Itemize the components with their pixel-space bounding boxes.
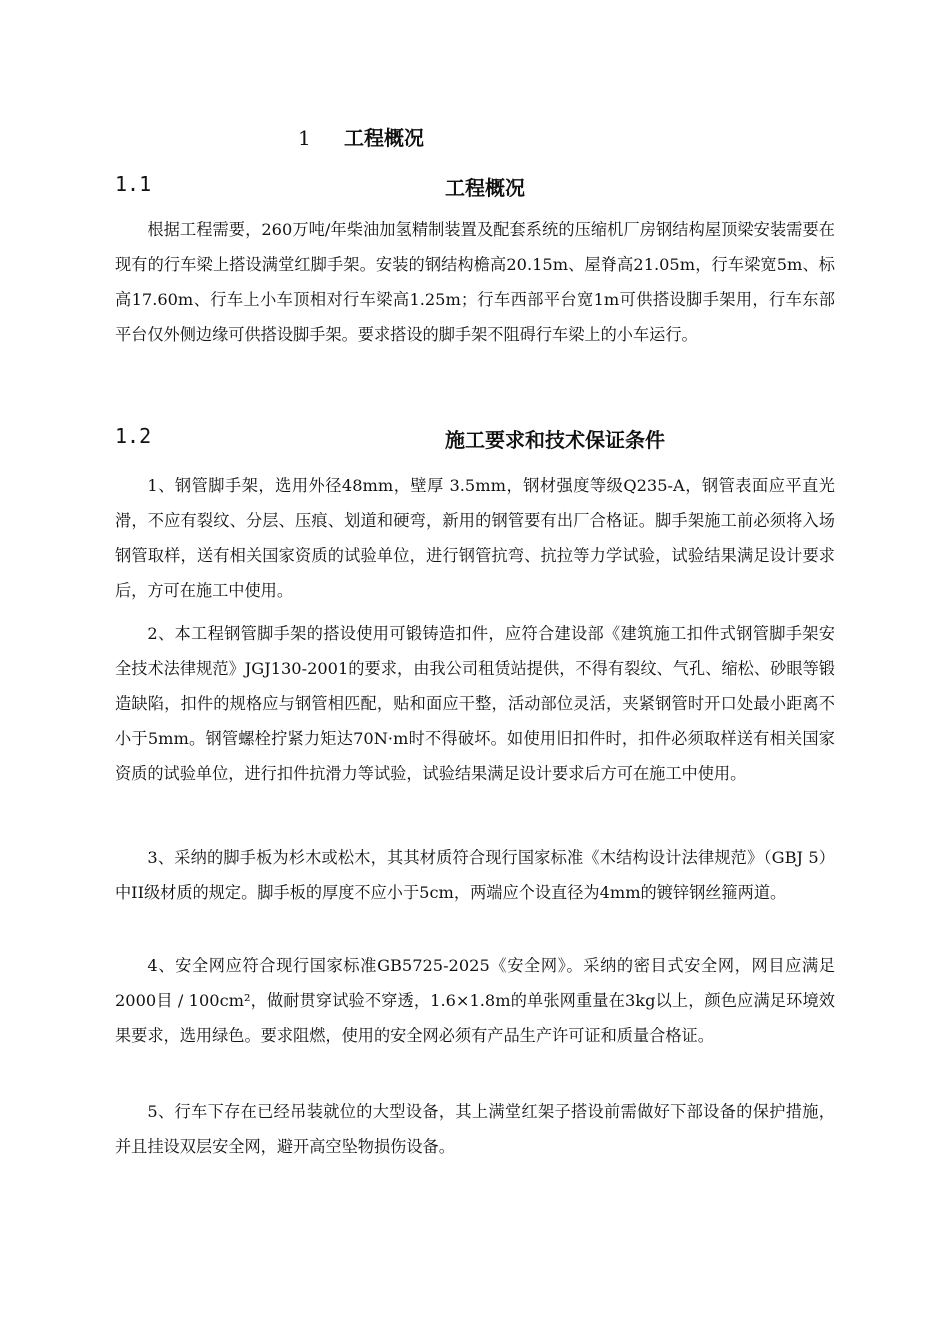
section-heading-1-2 (115, 424, 835, 454)
requirement-item-3: 3、采纳的脚手板为杉木或松木，其其材质符合现行国家标准《木结构设计法律规范》（GBJ 5）中II级材质的规定。脚手板的厚度不应小于5cm，两端应个设直径为4mm的镀锌钢丝箍两道。 (115, 848, 835, 902)
requirement-item-2: 2、本工程钢管脚手架的搭设使用可锻铸造扣件，应符合建设部《建筑施工扣件式钢管脚手架安全技术法律规范》JGJ130-2001的要求，由我公司租赁站提供，不得有裂纹、气孔、缩松、砂眼等锻造缺陷，扣件的规格应与钢管相匹配，贴和面应干整，活动部位灵活，夹紧钢管时开口处最小距离不小于5mm。钢管螺栓拧紧力矩达70N·m时不得破坏。如使用旧扣件时，扣件必须取样送有相关国家资质的试验单位，进行扣件抗滑力等试验，试验结果满足设计要求后方可在施工中使用。 (115, 624, 835, 783)
requirement-item-5: 5、行车下存在已经吊装就位的大型设备，其上满堂红架子搭设前需做好下部设备的保护措施，并且挂设双层安全网，避开高空坠物损伤设备。 (115, 1102, 835, 1156)
section-1-1-paragraph: 根据工程需要，260万吨/年柴油加氢精制装置及配套系统的压缩机厂房钢结构屋顶梁安装需要在现有的行车梁上搭设满堂红脚手架。安装的钢结构檐高20.15m、屋脊高21.05m，行车梁宽5m、标高17.60m、行车上小车顶相对行车梁高1.25m；行车西部平台宽1m可供搭设脚手架用，行车东部平台仅外侧边缘可供搭设脚手架。要求搭设的脚手架不阻碍行车梁上的小车运行。 (115, 220, 835, 344)
requirement-item-4: 4、安全网应符合现行国家标准GB5725-2025《安全网》。采纳的密目式安全网，网目应满足2000目 / 100cm²，做耐贯穿试验不穿透，1.6×1.8m的单张网重量在3kg以上，颜色应满足环境效果要求，选用绿色。要求阻燃，使用的安全网必须有产品生产许可证和质量合格证。 (115, 956, 835, 1045)
section-number: 1.1 (115, 172, 152, 196)
section-number: 1.2 (115, 424, 152, 448)
section-title: 工程概况 (445, 176, 525, 200)
requirement-item-1: 1、钢管脚手架，选用外径48mm，壁厚 3.5mm，钢材强度等级Q235-A，钢管表面应平直光滑，不应有裂纹、分层、压痕、划道和硬弯，新用的钢管要有出厂合格证。脚手架施工前必须将入场钢管取样，送有相关国家资质的试验单位，进行钢管抗弯、抗拉等力学试验，试验结果满足设计要求后，方可在施工中使用。 (115, 476, 835, 600)
section-title: 施工要求和技术保证条件 (445, 428, 665, 452)
section-heading-1-1 (115, 172, 835, 202)
chapter-heading (298, 122, 424, 151)
chapter-number: 1 (298, 126, 311, 150)
chapter-title: 工程概况 (344, 126, 424, 150)
